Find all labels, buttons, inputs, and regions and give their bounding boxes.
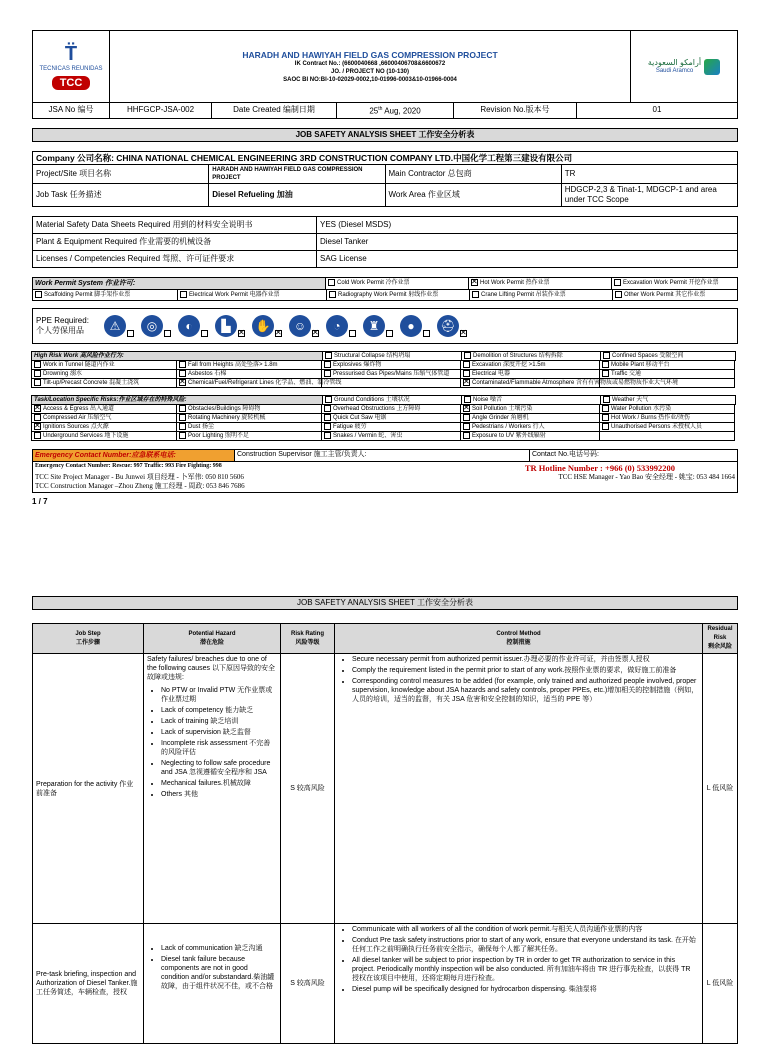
hazard-item: • Diesel tank failure because components are not in good condition and/or substandard.柴油罐故障，由于组件状况不佳，或不合格 xyxy=(161,955,277,991)
row1-risk-rating: S 较高风险 xyxy=(281,654,335,924)
high-risk-section xyxy=(32,352,738,388)
coverall-icon: ♜ xyxy=(363,315,385,337)
revision-value: 01 xyxy=(577,103,738,119)
ppe-item[interactable] xyxy=(437,315,469,337)
hse-manager-contact: TCC HSE Manager - Yao Bao 安全经理 - 姚宝: 053 484 1664 xyxy=(558,472,735,481)
high-risk-label: Contaminated/Flammable Atmosphere 含有有害物质或易燃物质作业大气环境 xyxy=(472,379,679,386)
task-risk-label: Water Pollution 水污染 xyxy=(611,405,672,412)
hazard-item: • Lack of competency 能力缺乏 xyxy=(161,706,277,715)
high-risk-checkbox[interactable] xyxy=(34,379,41,386)
jo-project: JO. / PROJECT NO (10-130) xyxy=(330,68,410,75)
high-risk-label: Tilt-up/Precast Concrete 混凝土浇筑 xyxy=(43,379,140,386)
construction-manager-contact: TCC Construction Manager –Zhou Zheng 施工经理 - 周政: 053 846 7686 xyxy=(35,481,245,490)
high-risk-checkbox[interactable] xyxy=(325,352,332,359)
safety-boots-icon: ▙ xyxy=(215,315,237,337)
project-site-value: HARADH AND HAWIYAH FIELD GAS COMPRESSION PROJECT xyxy=(209,164,385,183)
row2-hazards xyxy=(144,924,281,1044)
col-job-step: Job Step 工作步骤 xyxy=(33,624,144,654)
task-risk-label: Fatigue 疲劳 xyxy=(333,423,367,430)
col-potential-hazard: Potential Hazard 潜在危险 xyxy=(144,624,281,654)
permit-cold-label: Cold Work Permit 冷作业票 xyxy=(337,279,410,286)
ppe-checkbox[interactable] xyxy=(201,330,208,337)
task-risk-option[interactable] xyxy=(460,431,600,441)
ppe-item[interactable] xyxy=(326,315,358,337)
contact-label: Contact No.电话号码: xyxy=(532,450,599,458)
main-contractor-label: Main Contractor 总包商 xyxy=(385,164,561,183)
row2-residual-risk: L 低风险 xyxy=(703,924,738,1044)
job-task-label: Job Task 任务描述 xyxy=(33,183,209,206)
ppe-item[interactable] xyxy=(141,315,173,337)
row1-job-step: Preparation for the activity 作业前准备 xyxy=(33,654,144,924)
company-name: Company 公司名称: CHINA NATIONAL CHEMICAL ENGINEERING 3RD CONSTRUCTION COMPANY LTD.中国化学工程第三建设有限公司 xyxy=(33,151,738,164)
task-risk-checkbox[interactable] xyxy=(34,414,41,421)
permit-crane[interactable] xyxy=(470,290,613,300)
high-risk-checkbox[interactable] xyxy=(179,361,186,368)
high-risk-checkbox[interactable] xyxy=(464,352,471,359)
high-risk-checkbox[interactable] xyxy=(34,370,41,377)
high-risk-label: Confined Spaces 受限空间 xyxy=(612,352,684,359)
hazard-item: • Neglecting to follow safe procedure and JSA 忽视遵循安全程序和 JSA xyxy=(161,759,277,777)
page-number: 1 / 7 xyxy=(32,496,48,506)
company-table xyxy=(32,151,738,207)
ppe-item[interactable] xyxy=(400,315,432,337)
col-risk-rating: Risk Rating 风险等级 xyxy=(281,624,335,654)
permit-excavation-label: Excavation Work Permit 开挖作业票 xyxy=(623,279,719,286)
high-risk-option[interactable] xyxy=(176,378,342,388)
task-risk-checkbox[interactable] xyxy=(602,423,609,430)
face-shield-icon: ◔ xyxy=(326,315,348,337)
aramco-logo xyxy=(631,31,738,103)
ppe-label-cn: 个人劳保用品 xyxy=(36,325,84,335)
jsa-table xyxy=(32,623,738,1044)
task-risk-label: Snakes / Vermin 蛇、害虫 xyxy=(333,432,403,439)
task-risk-option[interactable] xyxy=(176,431,322,441)
permit-scaffolding-label: Scaffolding Permit 脚手架作业票 xyxy=(44,291,131,298)
respirator-icon: ● xyxy=(400,315,422,337)
hazard-item: • No PTW or Invalid PTW 无作业票或作业票过期 xyxy=(161,686,277,704)
task-risk-checkbox[interactable] xyxy=(602,405,609,412)
project-info xyxy=(110,31,631,103)
main-contractor-value: TR xyxy=(561,164,737,183)
task-risk-checkbox[interactable] xyxy=(324,423,331,430)
task-risk-label: Access & Egress 出入通道 xyxy=(43,405,115,412)
permit-hot-checkbox[interactable] xyxy=(471,279,478,286)
hazard-item: • Lack of training 缺乏培训 xyxy=(161,717,277,726)
high-risk-checkbox[interactable] xyxy=(324,361,331,368)
high-risk-checkbox[interactable] xyxy=(463,361,470,368)
control-item: • Corresponding control measures to be added (for example, only trained and authorized people involved, proper supervision, knowledge about JSA hazards and safety controls, proper PPEs, etc.)增加相关的控制措施（例如，人员的培训，适当的监督，有关 JSA 危害和安全控制的知识，适当的 PPE 等） xyxy=(352,677,699,704)
task-risk-option[interactable] xyxy=(599,431,735,441)
high-risk-label: Drowning 溺水 xyxy=(43,370,83,377)
permit-excavation-checkbox[interactable] xyxy=(614,279,621,286)
hazard-suit-icon: ⚠ xyxy=(104,315,126,337)
high-risk-checkbox[interactable] xyxy=(34,361,41,368)
licenses-value: SAG License xyxy=(317,250,738,267)
page-2 xyxy=(32,596,738,1044)
ppe-item[interactable] xyxy=(289,315,321,337)
permit-electrical[interactable] xyxy=(178,290,327,300)
row2-risk-rating: S 较高风险 xyxy=(281,924,335,1044)
task-risk-label: Ignitions Sources 点火源 xyxy=(43,423,109,430)
control-item: • Comply the requirement listed in the permit prior to start of any work.按照作业票的要求，做好施工前准备 xyxy=(352,666,699,675)
emergency-title: Emergency Contact Number:应急联系电话: xyxy=(33,450,235,461)
gloves-icon: ✋ xyxy=(252,315,274,337)
permit-other[interactable] xyxy=(613,290,737,300)
sheet-title: JOB SAFETY ANALYSIS SHEET 工作安全分析表 xyxy=(33,128,738,141)
ppe-label: PPE Required: xyxy=(36,315,89,325)
id-row xyxy=(32,102,738,119)
licenses-label: Licenses / Competencies Required 驾照、许可证件要求 xyxy=(33,250,317,267)
task-risk-checkbox[interactable] xyxy=(179,414,186,421)
task-risk-label: Overhead Obstructions 上方障碍 xyxy=(333,405,421,412)
ppe-checkbox[interactable] xyxy=(164,330,171,337)
high-risk-label: Asbestos 石棉 xyxy=(188,370,227,377)
control-item: • All diesel tanker will be subject to prior inspection by TR in order to get TR authorization to service in this project. Periodically monthly inspection will be also conducted. 所有加油车将由 TR 进行事先检查，以获得 TR 授权在该项目中使用，还将定期每月进行检查。 xyxy=(352,956,699,983)
work-area-label: Work Area 作业区域 xyxy=(385,183,561,206)
work-permit-section xyxy=(32,277,738,301)
work-area-value: HDGCP-2,3 & Tinat-1, MDGCP-1 and area under TCC Scope xyxy=(561,183,737,206)
control-item: • Secure necessary permit from authorized permit issuer.办理必要的作业许可证，并由签票人授权 xyxy=(352,655,699,664)
col-residual-risk: Residual Risk 剩余风险 xyxy=(703,624,738,654)
aramco-arabic: أرامكو السعودية xyxy=(647,58,702,67)
task-risk-label: Hot Work / Burns 热作业/烫伤 xyxy=(611,414,690,421)
permit-radiography[interactable] xyxy=(327,290,470,300)
row2-controls xyxy=(335,924,703,1044)
page2-sheet-title: JOB SAFETY ANALYSIS SHEET 工作安全分析表 xyxy=(33,597,738,610)
high-risk-label: Excavation 深度开挖 >1.5m xyxy=(472,361,546,368)
goggles-icon: ◎ xyxy=(141,315,163,337)
permit-radiography-checkbox[interactable] xyxy=(329,291,336,298)
ppe-checkbox[interactable] xyxy=(275,330,282,337)
task-risk-checkbox[interactable] xyxy=(324,432,331,439)
ppe-section xyxy=(32,308,738,344)
tr-logo-text: TECNICAS REUNIDAS xyxy=(39,65,103,72)
task-risk-checkbox[interactable] xyxy=(463,414,470,421)
row1-controls xyxy=(335,654,703,924)
task-risk-section xyxy=(32,396,738,441)
ppe-checkbox[interactable] xyxy=(423,330,430,337)
task-risk-option[interactable] xyxy=(31,431,177,441)
work-permit-title: Work Permit System 作业许可: xyxy=(33,278,326,289)
task-risk-label: Unauthorised Persons 未授权人员 xyxy=(611,423,703,430)
site-pm-contact: TCC Site Project Manager - Bu Junwei 项目经理 - 卜军伟: 050 810 5606 xyxy=(35,472,244,481)
header-table xyxy=(32,30,738,103)
permit-scaffolding[interactable] xyxy=(33,290,178,300)
task-risk-checkbox[interactable] xyxy=(34,432,41,439)
aramco-english: Saudi Aramco xyxy=(655,68,694,74)
control-item: • Diesel pump will be specifically designed for hydrocarbon dispensing. 柴油泵将 xyxy=(352,985,699,994)
row1-residual-risk: L 低风险 xyxy=(703,654,738,924)
high-risk-checkbox[interactable] xyxy=(179,379,186,386)
row2-job-step: Pre-task briefing, inspection and Authorization of Diesel Tanker.施工任务简述，车辆检查，授权 xyxy=(33,924,144,1044)
high-risk-label: Explosives 爆炸物 xyxy=(333,361,382,368)
high-risk-checkbox[interactable] xyxy=(602,361,609,368)
requirements-table xyxy=(32,216,738,268)
tr-logo-icon: T̈ xyxy=(64,42,78,65)
saoc-number: SAOC BI NO:BI-10-02029-0002,10-01996-0003&10-01966-0004 xyxy=(283,76,457,83)
permit-electrical-label: Electrical Work Permit 电器作业票 xyxy=(189,291,280,298)
tr-hotline: TR Hotline Number : +966 (0) 533992200 xyxy=(524,462,675,473)
high-risk-label: Traffic 交通 xyxy=(611,370,642,377)
table-row xyxy=(33,654,738,924)
plant-equipment-value: Diesel Tanker xyxy=(317,233,738,250)
task-risk-checkbox[interactable] xyxy=(603,396,610,403)
revision-label: Revision No.版本号 xyxy=(454,103,577,119)
project-site-label: Project/Site 项目名称 xyxy=(33,164,209,183)
task-risk-checkbox[interactable] xyxy=(179,432,186,439)
msds-value: YES (Diesel MSDS) xyxy=(317,216,738,233)
permit-other-checkbox[interactable] xyxy=(615,291,622,298)
task-risk-title: Task/Location Specific Risks:作业区域存在的特殊风险: xyxy=(31,395,323,405)
aramco-star-icon xyxy=(704,59,720,75)
task-risk-label: Pedestrians / Workers 行人 xyxy=(472,423,545,430)
control-item: • Communicate with all workers of all the condition of work permit.与相关人员沟通作业票的内容 xyxy=(352,925,699,934)
row1-hazards xyxy=(144,654,281,924)
task-risk-checkbox[interactable] xyxy=(179,405,186,412)
high-risk-checkbox[interactable] xyxy=(602,370,609,377)
high-risk-checkbox[interactable] xyxy=(463,370,470,377)
task-risk-checkbox[interactable] xyxy=(324,405,331,412)
permit-electrical-checkbox[interactable] xyxy=(180,291,187,298)
ear-protection-icon: ◐ xyxy=(178,315,200,337)
task-risk-checkbox[interactable] xyxy=(34,423,41,430)
permit-hot-work[interactable] xyxy=(469,278,612,289)
high-risk-label: Fall from Heights 高处坠落> 1.8m xyxy=(188,361,278,368)
task-risk-checkbox[interactable] xyxy=(463,432,470,439)
ppe-item[interactable] xyxy=(104,315,136,337)
high-risk-label: Chemical/Fuel/Refrigerant Lines 化学品、燃油、制冷管线 xyxy=(188,379,342,386)
jsa-no-value: HHFGCP-JSA-002 xyxy=(110,103,212,119)
task-risk-label: Poor Lighting 照明不足 xyxy=(188,432,250,439)
permit-excavation[interactable] xyxy=(612,278,737,289)
hazard-item: • Mechanical failures.机械故障 xyxy=(161,779,277,788)
task-risk-label: Quick Cut Saw 电锯 xyxy=(333,414,387,421)
high-risk-option[interactable] xyxy=(460,378,679,388)
task-risk-label: Dust 扬尘 xyxy=(188,423,215,430)
high-risk-checkbox[interactable] xyxy=(463,379,470,386)
job-task-value: Diesel Refueling 加油 xyxy=(209,183,385,206)
task-risk-checkbox[interactable] xyxy=(464,396,471,403)
high-risk-checkbox[interactable] xyxy=(324,370,331,377)
task-risk-option[interactable] xyxy=(321,431,461,441)
ppe-icons xyxy=(104,315,474,337)
table-row xyxy=(33,924,738,1044)
task-risk-label: Weather 天气 xyxy=(612,396,649,403)
high-risk-checkbox[interactable] xyxy=(603,352,610,359)
task-risk-label: Compressed Air 压缩空气 xyxy=(43,414,112,421)
page-1 xyxy=(32,30,738,507)
high-risk-checkbox[interactable] xyxy=(179,370,186,377)
high-risk-label: Mobile Plant 移动平台 xyxy=(611,361,670,368)
permit-cold-checkbox[interactable] xyxy=(328,279,335,286)
hazard-item: • Others 其他 xyxy=(161,790,277,799)
jsa-no-label: JSA No 编号 xyxy=(33,103,110,119)
ppe-checkbox[interactable] xyxy=(312,330,319,337)
ppe-item[interactable] xyxy=(252,315,284,337)
task-risk-label: Soil Pollution 土壤污染 xyxy=(472,405,533,412)
high-risk-label: Electrical 电器 xyxy=(472,370,511,377)
permit-scaffolding-checkbox[interactable] xyxy=(35,291,42,298)
task-risk-checkbox[interactable] xyxy=(602,414,609,421)
task-risk-checkbox[interactable] xyxy=(463,405,470,412)
hazard-item: • Lack of communication 缺乏沟通 xyxy=(161,944,277,953)
task-risk-checkbox[interactable] xyxy=(34,405,41,412)
emergency-numbers: Emergency Contact Number: Rescue: 997 Traffic: 993 Fire Fighting: 998 xyxy=(35,462,222,469)
permit-hot-label: Hot Work Permit 热作业票 xyxy=(480,279,550,286)
date-created-label: Date Created 编制日期 xyxy=(212,103,337,119)
permit-crane-checkbox[interactable] xyxy=(472,291,479,298)
high-risk-label: Work in Tunnel 隧道内作业 xyxy=(43,361,115,368)
project-title: HARADH AND HAWIYAH FIELD GAS COMPRESSION PROJECT xyxy=(242,49,498,60)
task-risk-label: Angle Grinder 角磨机 xyxy=(472,414,529,421)
control-item: • Conduct Pre task safety instructions prior to start of any work, ensure that everyone understand its task. 在开始任何工作之前明确执行任务前安全指示，确保每个人都了解其任务。 xyxy=(352,936,699,954)
hazard-item: • Lack of supervision 缺乏监督 xyxy=(161,728,277,737)
task-risk-label: Noise 噪音 xyxy=(473,396,503,403)
high-risk-title: High Risk Work 高风险作业行为: xyxy=(31,351,323,361)
ppe-item[interactable] xyxy=(178,315,210,337)
msds-label: Material Safety Data Sheets Required 用到的材料安全说明书 xyxy=(33,216,317,233)
tr-tcc-logo xyxy=(33,31,110,103)
ppe-checkbox[interactable] xyxy=(238,330,245,337)
supervisor-label: Construction Supervisor 施工主管/负责人: xyxy=(235,450,530,461)
permit-cold-work[interactable] xyxy=(326,278,469,289)
hard-hat-icon: ⛑ xyxy=(437,315,459,337)
task-risk-checkbox[interactable] xyxy=(325,396,332,403)
ppe-item[interactable] xyxy=(215,315,247,337)
sheet-title-bar xyxy=(32,128,738,142)
plant-equipment-label: Plant & Equipment Required 作业需要的机械设备 xyxy=(33,233,317,250)
ppe-checkbox[interactable] xyxy=(386,330,393,337)
task-risk-checkbox[interactable] xyxy=(463,423,470,430)
permit-other-label: Other Work Permit 其它作业票 xyxy=(624,291,706,298)
task-risk-label: Underground Services 地下设施 xyxy=(43,432,129,439)
high-risk-label: Structural Collapse 结构坍塌 xyxy=(334,352,411,359)
ik-contract: IK Contract No.: (6600040668 ,66000406708&6600672 xyxy=(294,60,446,67)
task-risk-checkbox[interactable] xyxy=(179,423,186,430)
ppe-checkbox[interactable] xyxy=(127,330,134,337)
task-risk-label: Exposure to UV 紫外线辐射 xyxy=(472,432,546,439)
ppe-checkbox[interactable] xyxy=(349,330,356,337)
ppe-item[interactable] xyxy=(363,315,395,337)
task-risk-checkbox[interactable] xyxy=(324,414,331,421)
date-created-value: 25th Aug, 2020 xyxy=(337,103,454,119)
high-risk-option[interactable] xyxy=(599,378,735,388)
row1-hazard-intro: Safety failures/ breaches due to one of the following causes 以下原因导致的安全故障或违规: xyxy=(147,656,275,681)
permit-radiography-label: Radiography Work Permit 射线作业票 xyxy=(338,291,439,298)
task-risk-label: Ground Conditions 土壤状况 xyxy=(334,396,410,403)
tcc-logo: TCC xyxy=(52,76,91,90)
task-risk-label: Obstacles/Buildings 障碍物 xyxy=(188,405,261,412)
high-risk-label: Pressurised Gas Pipes/Mains 压缩气体管道 xyxy=(333,370,450,377)
page2-title-bar xyxy=(32,596,738,610)
permit-crane-label: Crane Lifting Permit 吊装作业票 xyxy=(481,291,566,298)
col-control-method: Control Method 控制措施 xyxy=(335,624,703,654)
ppe-checkbox[interactable] xyxy=(460,330,467,337)
task-risk-label: Rotating Machinery 旋转机械 xyxy=(188,414,266,421)
high-risk-option[interactable] xyxy=(321,378,461,388)
high-risk-label: Demolition of Structures 结构拆除 xyxy=(473,352,563,359)
face-mask-icon: ☺ xyxy=(289,315,311,337)
emergency-section xyxy=(32,449,738,493)
hazard-item: • Incomplete risk assessment 不完善的风险评估 xyxy=(161,739,277,757)
high-risk-option[interactable] xyxy=(31,378,177,388)
